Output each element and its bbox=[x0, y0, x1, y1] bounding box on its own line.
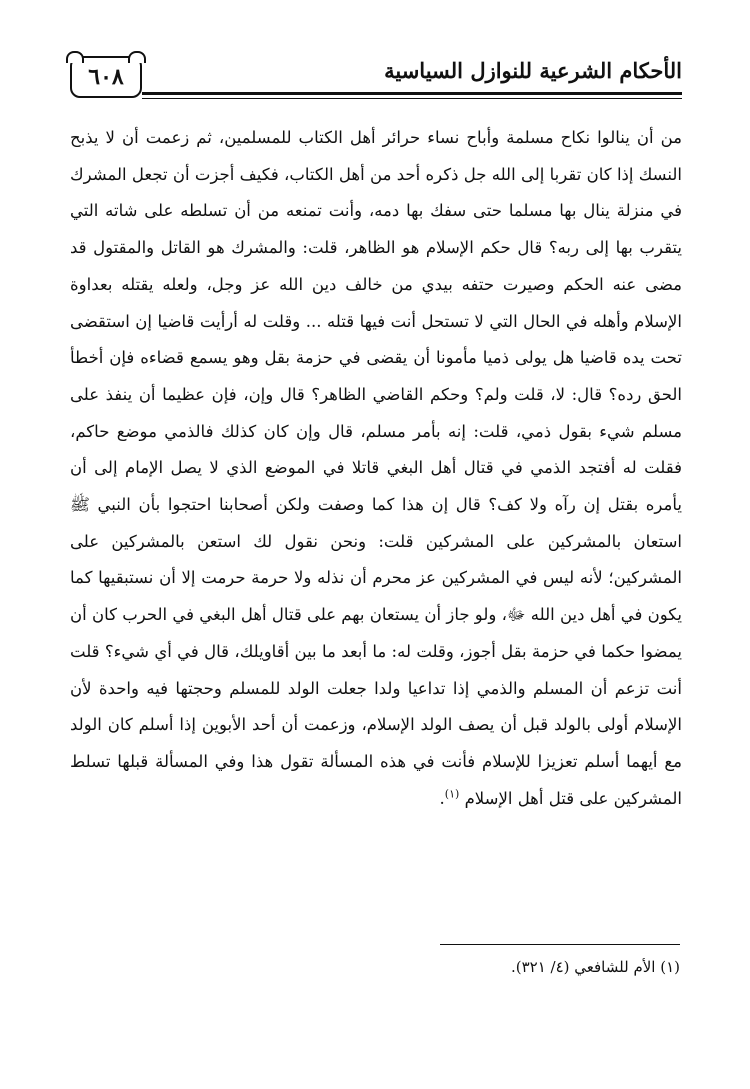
main-paragraph-text: من أن ينالوا نكاح مسلمة وأباح نساء حرائر أهل الكتاب للمسلمين، ثم زعمت أن لا يذبح النسك إذا كان تقربا إلى الله جل ذكره أحد من أهل الكتاب، فكيف أجزت أن تجعل المشرك في منزلة ينال بها مسلما حتى سفك بها دمه، وأنت تمنعه من أن تسلطه على شاته التي يتقرب بها إلى ربه؟ قال حكم الإسلام هو الظاهر، قلت: والمشرك هو القاتل والمقتول قد مضى عنه الحكم وصيرت حتفه بيدي من خالف دين الله عز وجل، ولعله يقتله بعداوة الإسلام وأهله في الحال التي لا تستحل أنت فيها قتله ... وقلت له أرأيت قاضيا إن استقضى تحت يده قاضيا هل يولى ذميا مأمونا أن يقضى في حزمة بقل وهو يسمع قضاءه فإن أخطأ الحق رده؟ قال: لا، قلت ولم؟ وحكم القاضي الظاهر؟ قال وإن، فإن عظيما أن ينفذ على مسلم شيء بقول ذمي، قلت: إنه بأمر مسلم، قال وإن كان كذلك فالذمي موضع حاكم، فقلت له أفتجد الذمي في قتال أهل البغي قاتلا في الموضع الذي لا يصل الإمام إلى أن يأمره بقتل إن رآه ولا كف؟ قال إن هذا كما وصفت ولكن أصحابنا احتجوا بأن النبي ﷺ استعان بالمشركين على المشركين قلت: ونحن نقول لك استعن بالمشركين على المشركين؛ لأنه ليس في المشركين عز محرم أن نذله ولا حرمة حرمت إلا أن نستبقيها كما يكون في أهل دين الله ﷻ، ولو جاز أن يستعان بهم على قتال أهل البغي في الحرب كان أن يمضوا حكما في حزمة بقل أجوز، وقلت له: ما أبعد ما بين أقاويلك، قال في أي شيء؟ قلت أنت تزعم أن المسلم والذمي إذا تداعيا ولدا جعلت الولد للمسلم وحجتها فيه واحدة لأن الإسلام أولى بالولد قبل أن يصف الولد الإسلام، وزعمت أن أحد الأبوين إذا أسلم كان الولد مع أيهما أسلم تعزيزا للإسلام فأنت في هذه المسألة تقول هذا وفي المسألة قبلها تسلط المشركين على قتل أهل الإسلام bbox=[70, 128, 682, 808]
header-rule bbox=[142, 92, 682, 95]
running-title: الأحكام الشرعية للنوازل السياسية bbox=[384, 58, 682, 83]
footnote-separator bbox=[440, 944, 680, 945]
main-paragraph bbox=[70, 120, 682, 817]
page-header bbox=[70, 52, 682, 102]
header-rule-thin bbox=[142, 98, 682, 99]
footnote: (١) الأم للشافعي (٤/ ٣٢١). bbox=[510, 958, 680, 976]
paragraph-end-mark: . bbox=[439, 788, 445, 808]
footnote-reference[interactable]: (١) bbox=[444, 787, 460, 801]
page-number: ٦٠٨ bbox=[70, 56, 142, 98]
